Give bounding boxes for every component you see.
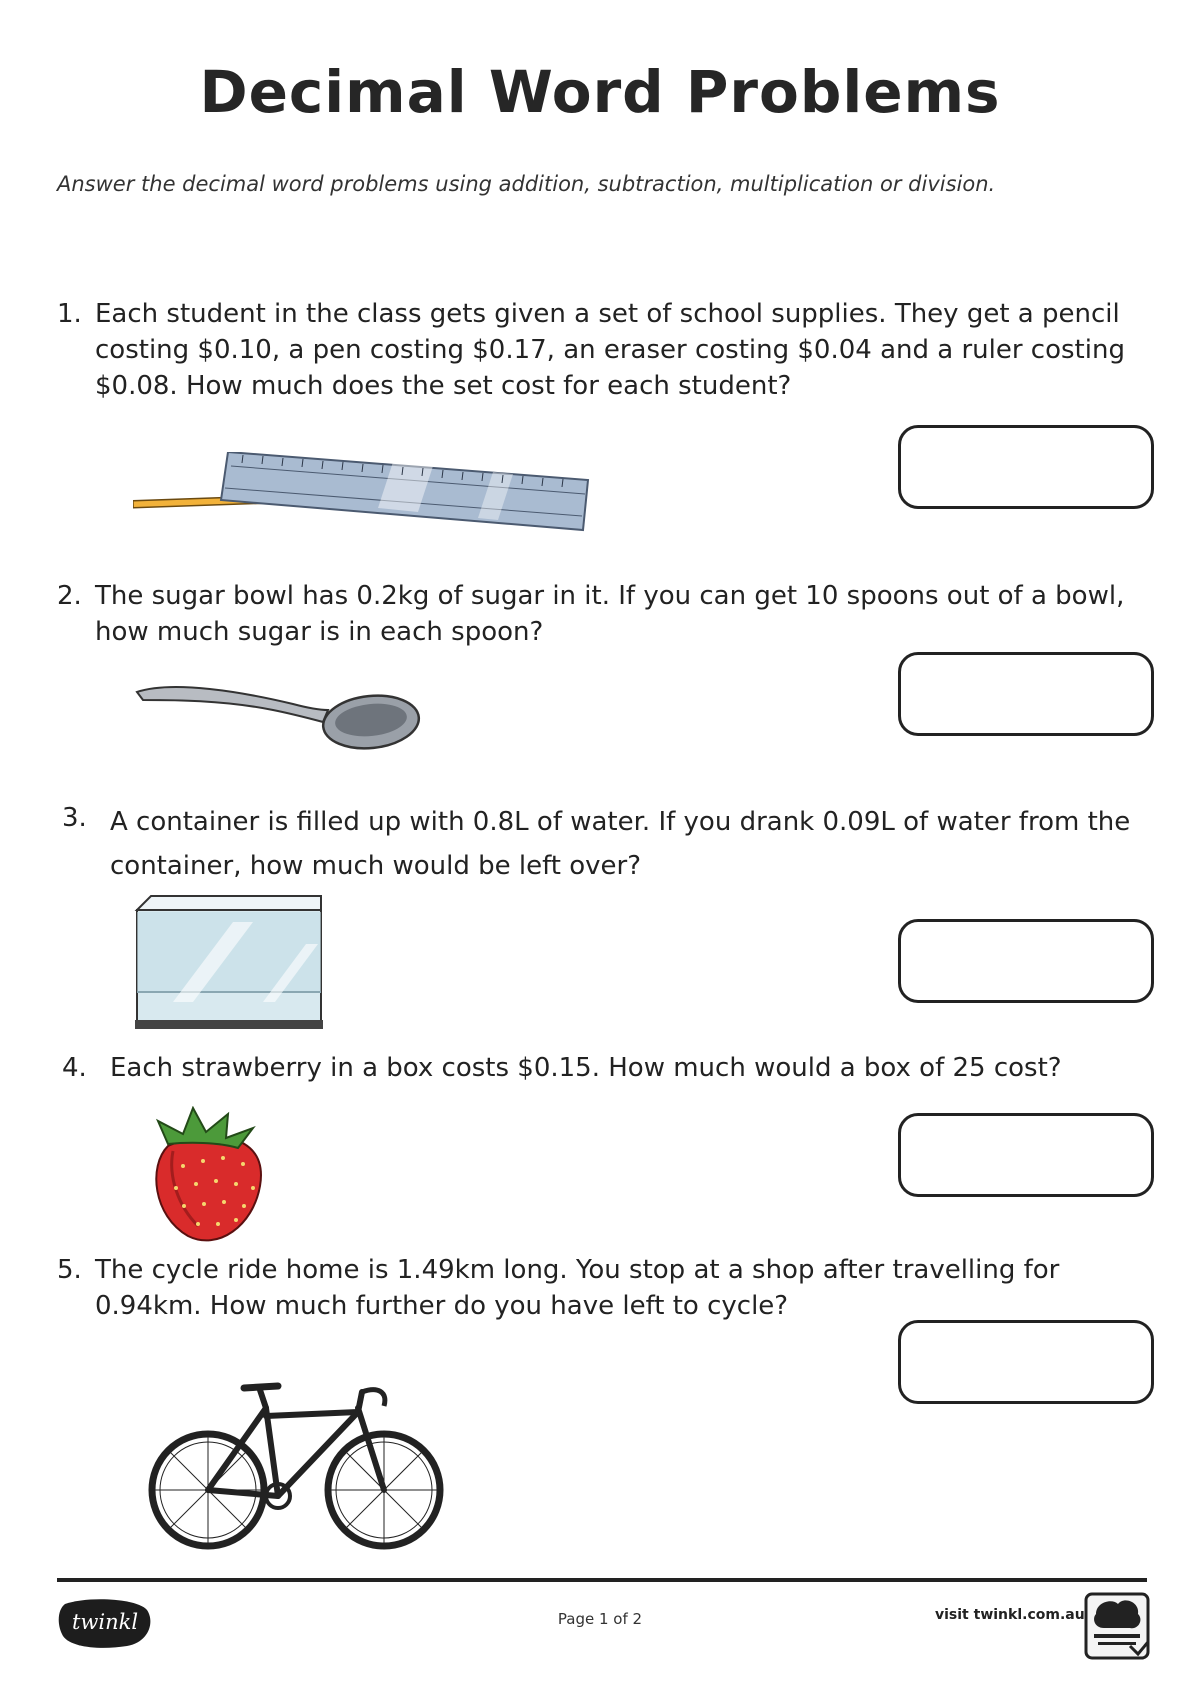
answer-box-3[interactable] [898, 919, 1154, 1003]
glass-container-icon [133, 892, 333, 1032]
footer-divider [57, 1578, 1147, 1582]
question-3 [62, 800, 1142, 888]
question-text: The sugar bowl has 0.2kg of sugar in it. If you can get 10 spoons out of a bowl, how much sugar is in each spoon? [95, 581, 1125, 647]
question-1 [57, 296, 1137, 404]
question-number: 4. [62, 1053, 87, 1083]
question-number: 3. [62, 803, 87, 833]
spoon-icon [133, 670, 423, 760]
strawberry-icon [148, 1106, 268, 1246]
page-number: Page 1 of 2 [557, 1610, 643, 1628]
ruler-pencil-icon [133, 452, 593, 542]
question-text: The cycle ride home is 1.49km long. You stop at a shop after travelling for 0.94km. How much further do you have left to cycle? [95, 1255, 1060, 1321]
bicycle-icon [148, 1378, 448, 1558]
website-link[interactable]: visit twinkl.com.au [935, 1607, 1085, 1623]
instructions: Answer the decimal word problems using addition, subtraction, multiplication or division. [57, 172, 996, 196]
question-2 [57, 578, 1137, 650]
question-number: 5. [57, 1255, 82, 1285]
question-number: 1. [57, 299, 82, 329]
question-text: Each strawberry in a box costs $0.15. How much would a box of 25 cost? [110, 1053, 1062, 1083]
answer-box-2[interactable] [898, 652, 1154, 736]
question-text: A container is filled up with 0.8L of water. If you drank 0.09L of water from the container, how much would be left over? [110, 807, 1131, 881]
answer-box-5[interactable] [898, 1320, 1154, 1404]
page-title: Decimal Word Problems [199, 58, 1001, 126]
question-4 [62, 1050, 1142, 1086]
question-number: 2. [57, 581, 82, 611]
question-text: Each student in the class gets given a set of school supplies. They get a pencil costing $0.10, a pen costing $0.17, an eraser costing $0.04 and a ruler costing $0.08. How much does the set cost for each student? [95, 299, 1125, 401]
logo-text: twinkl [71, 1610, 139, 1634]
answer-box-4[interactable] [898, 1113, 1154, 1197]
quality-badge-icon [1082, 1590, 1152, 1664]
question-5 [57, 1252, 1137, 1324]
answer-box-1[interactable] [898, 425, 1154, 509]
